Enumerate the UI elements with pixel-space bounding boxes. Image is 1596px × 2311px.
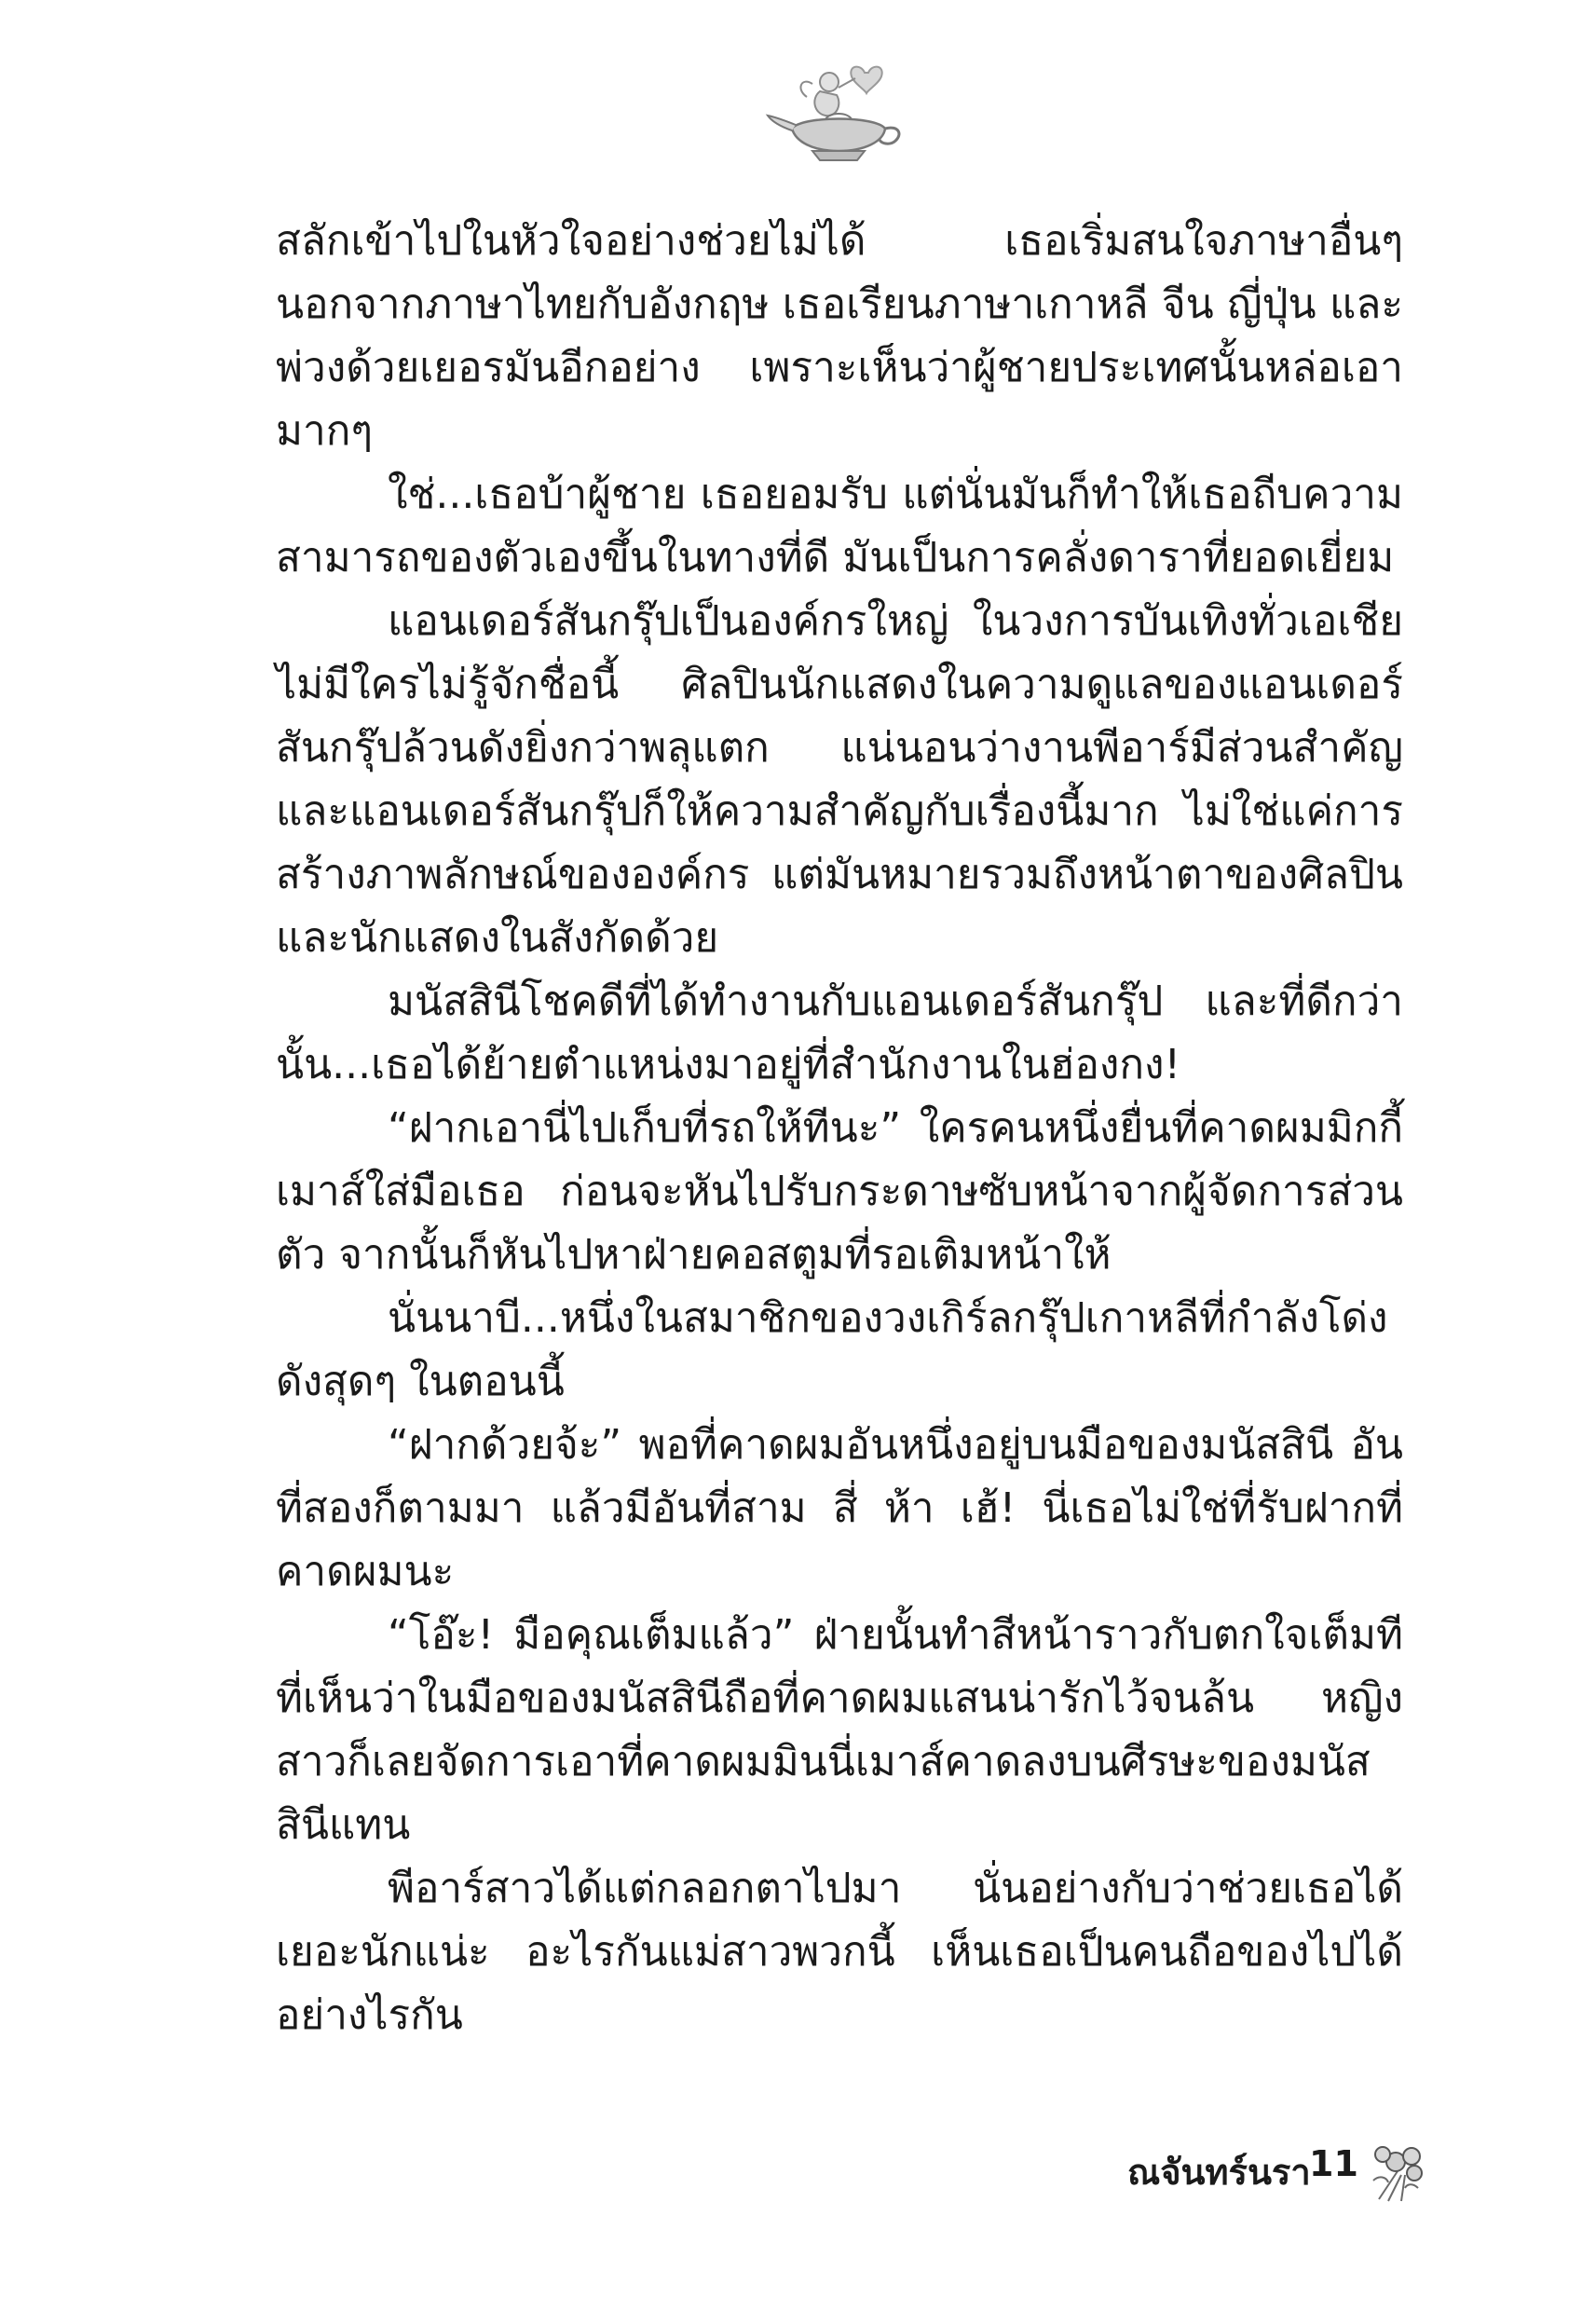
lamp-cupid-ornament-icon — [764, 56, 913, 168]
paragraph: “โอ๊ะ! มือคุณเต็มแล้ว” ฝ่ายนั้นทำสีหน้าราวกับตกใจเต็มทีที่เห็นว่าในมือของมนัสสินีถือที่คาดผมแสนน่ารักไว้จนล้น หญิงสาวก็เลยจัดการเอาที่คาดผมมินนี่เมาส์คาดลงบนศีรษะของมนัสสินีแทน — [276, 1611, 1403, 1849]
paragraph: ใช่...เธอบ้าผู้ชาย เธอยอมรับ แต่นั่นมันก็ทำให้เธอถีบความสามารถของตัวเองขึ้นในทางที่ดี มันเป็นการคลั่งดาราที่ยอดเยี่ยม — [276, 471, 1403, 581]
paragraph: สลักเข้าไปในหัวใจอย่างช่วยไม่ได้ เธอเริ่มสนใจภาษาอื่นๆ นอกจากภาษาไทยกับอังกฤษ เธอเรียนภาษาเกาหลี จีน ญี่ปุ่น และพ่วงด้วยเยอรมันอีกอย่าง เพราะเห็นว่าผู้ชายประเทศนั้นหล่อเอามากๆ — [276, 217, 1403, 455]
flower-bouquet-icon — [1360, 2134, 1435, 2208]
paragraph: “ฝากเอานี่ไปเก็บที่รถให้ทีนะ” ใครคนหนึ่งยื่นที่คาดผมมิกกี้เมาส์ใส่มือเธอ ก่อนจะหันไปรับกระดาษซับหน้าจากผู้จัดการส่วนตัว จากนั้นก็หันไปหาฝ่ายคอสตูมที่รอเติมหน้าให้ — [276, 1104, 1403, 1279]
page-footer — [1127, 2134, 1463, 2218]
paragraph: มนัสสินีโชคดีที่ได้ทำงานกับแอนเดอร์สันกรุ๊ป และที่ดีกว่านั้น...เธอได้ย้ายตำแหน่งมาอยู่ที่สำนักงานในฮ่องกง! — [276, 978, 1403, 1088]
page-number: 11 — [1309, 2143, 1358, 2184]
paragraph: แอนเดอร์สันกรุ๊ปเป็นองค์กรใหญ่ ในวงการบันเทิงทั่วเอเชียไม่มีใครไม่รู้จักชื่อนี้ ศิลปินนักแสดงในความดูแลของแอนเดอร์สันกรุ๊ปล้วนดังยิ่งกว่าพลุแตก แน่นอนว่างานพีอาร์มีส่วนสำคัญ และแอนเดอร์สันกรุ๊ปก็ให้ความสำคัญกับเรื่องนี้มาก ไม่ใช่แค่การสร้างภาพลักษณ์ขององค์กร แต่มันหมายรวมถึงหน้าตาของศิลปินและนักแสดงในสังกัดด้วย — [276, 597, 1403, 962]
paragraph: นั่นนาบี...หนึ่งในสมาชิกของวงเกิร์ลกรุ๊ปเกาหลีที่กำลังโด่งดังสุดๆ ในตอนนี้ — [276, 1294, 1388, 1405]
author-name: ณจันทร์นรา — [1127, 2152, 1311, 2193]
body-text — [276, 210, 1403, 2047]
paragraph: พีอาร์สาวได้แต่กลอกตาไปมา นั่นอย่างกับว่าช่วยเธอได้เยอะนักแน่ะ อะไรกันแม่สาวพวกนี้ เห็นเธอเป็นคนถือของไปได้อย่างไรกัน — [276, 1865, 1403, 2039]
paragraph: “ฝากด้วยจ้ะ” พอที่คาดผมอันหนึ่งอยู่บนมือของมนัสสินี อันที่สองก็ตามมา แล้วมีอันที่สาม สี่ ห้า เฮ้! นี่เธอไม่ใช่ที่รับฝากที่คาดผมนะ — [276, 1421, 1403, 1595]
